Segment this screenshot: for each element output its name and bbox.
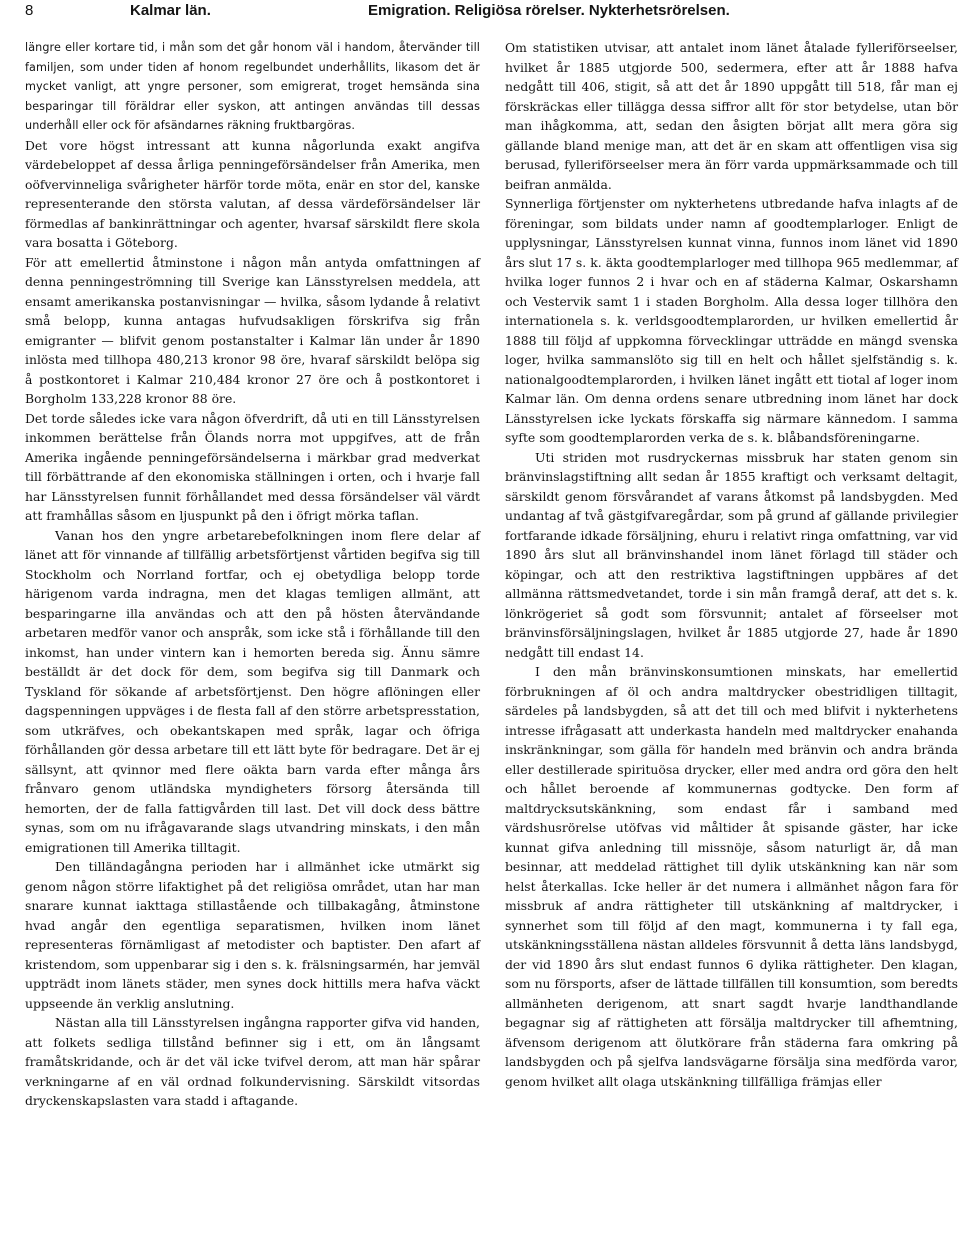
right-column	[505, 38, 958, 1091]
left-column	[25, 38, 480, 1111]
right-paragraph: Om statistiken utvisar, att antalet inom länet åtalade fylleriförseelser, hvilket år 1885 utgjorde 500, sedermera, efter att år 1888 hafva nedgått till 406, stigit, så att det år 1890 uppgått till 518, får man ej förskräckas eller tillägga dessa siffror allt för stor betydelse, utan bör man ihågkomma, att, sedan den åsigten börjat allt mera göra sig gällande bland menige man, att det är en skam att offentligen visa sig berusad, fylleriförseelser mera än förr varda uppmärksammade och till beifran anmälda.	[505, 40, 958, 192]
left-paragraph: Vanan hos den yngre arbetarebefolkningen inom flere delar af länet att för vinnande af tillfällig arbetsförtjenst vårtiden begifva sig till Stockholm och Norrland fortfar, och ej obetydliga belopp torde härigenom varda indragna, men det klagas temligen allmänt, att besparingarne illa användas och att den på hösten återvändande arbetaren medför vanor och anspråk, som icke stå i förhållande till den inkomst, han under vintern kan i hemorten bereda sig. Ännu sämre beställdt är det dock för dem, som begifva sig till Danmark och Tyskland för sökande af arbetsförtjenst. Den högre aflöningen eller dagspenningen uppväges i de flesta fall af den större arbetspresstation, som utkräfves, och obekantskapen med språk, lagar och öfriga förhållanden gör dessa arbetare till ett lätt byte för bedragare. Det är ej sällsynt, att qvinnor med flere oäkta barn varda efter många års frånvaro genom utländska myndigheters försorg återsända till hemorten, der de falla fattigvården till last. Det vill dock dess bättre synas, som om nu ifrågavarande slags utvandring minskats, i den mån emigrationen till Amerika tilltagit.	[25, 527, 480, 855]
topics-heading: Emigration. Religiösa rörelser. Nykterhetsrörelsen.	[368, 2, 730, 19]
county-heading: Kalmar län.	[130, 2, 211, 19]
left-paragraph: Den tilländagångna perioden har i allmänhet icke utmärkt sig genom någon större lifaktighet på det religiösa området, utan har man snarare kunnat iakttaga stillastående och tillbakagång, åtminstone hvad angår den egentliga separatismen, hvilken inom länet representeras förnämligast af metodister och baptister. Den afart af kristendom, som uppenbarar sig i den s. k. frälsningsarmén, har jemväl uppträdt inom länets städer, men synes dock hittills mera hafva väckt uppseende än verklig anslutning.	[25, 859, 480, 1011]
left-paragraph: För att emellertid åtminstone i någon mån antyda omfattningen af denna penningeströmning till Sverige kan Länsstyrelsen meddela, att ensamt amerikanska postanvisningar — hvilka, såsom lydande å relativt små belopp, kunna antagas hufvudsakligen förskrifva sig från emigranter — blifvit genom postanstalter i Kalmar län under år 1890 inlösta med tillhopa 480,213 kronor 98 öre, hvaraf särskildt belöpa sig å postkontoret i Kalmar 210,484 kronor 27 öre och å postkontoret i Borgholm 133,228 kronor 88 öre.	[25, 254, 480, 406]
right-paragraph: Synnerliga förtjenster om nykterhetens utbredande hafva inlagts af de föreningar, som bildats under namn af goodtemplarloger. Enligt de upplysningar, Länsstyrelsen kunnat vinna, funnos inom länet vid 1890 års slut 17 s. k. äkta goodtemplarloger med tillhopa 965 medlemmar, af hvilka loger funnos 2 i hvar och en af städerna Kalmar, Oskarshamn och Vestervik samt 1 i staden Borgholm. Alla dessa loger tillhöra den internationela s. k. verldsgoodtemplarorden, ur hvilken emellertid år 1888 till följd af uppkomna förvecklingar utträdde en mängd svenska loger, hvilka sammanslöto sig till en helt och hållet sjelfständig s. k. nationalgoodtemplarorden, i hvilken länet ingått ett tiotal af loger inom Kalmar län. Om denna ordens senare utbredning inom länet har dock Länsstyrelsen icke lyckats förskaffa sig närmare kännedom. I samma syfte som goodtemplarorden verka de s. k. blåbandsföreningarne.	[505, 196, 958, 445]
right-paragraph: I den mån bränvinskonsumtionen minskats, har emellertid förbrukningen af öl och andra maltdrycker obestridligen tilltagit, särdeles på landsbygden, så att det till och med blifvit i nykterhetens intresse ifrågasatt att underkasta handeln med maltdrycker enahanda inskränkningar, som gälla för handeln med bränvin och andra brända eller destillerade spirituösa drycker, eller med andra ord göra den helt och hållet beroende af kommunernas godtycke. Den form af maltdrycksutskänkning, som endast får i samband med värdshusrörelse utöfvas vid måltider åt spisande gäster, har icke kunnat gifva anledning till missnöje, såsom naturligt är, då man besinnar, att meddelad rättighet till dylik utskänkning kan när som helst återkallas. Icke heller är det numera i allmänhet någon fara för missbruk af andra rättigheter till utskänkning af maltdrycker, i synnerhet som till följd af den magt, kommunerna i ty fall ega, utskänkningsställena nästan alldeles försvunnit å detta läns landsbygd, der vid 1890 års slut endast funnos 6 dylika rättigheter. Den klagan, som nu försports, afser de lättade tillfällen till konsumtion, som beredts allmänheten derigenom, att snart sagdt hvarje landthandlande begagnar sig af rättigheten att försälja maltdrycker till afhemtning, äfvensom derigenom att ölutkörare från städerna fara omkring på landsbygden och på sjelfva landsvägarne försälja sina medförda varor, genom hvilket allt olaga utskänkning tillfälliga främjas eller	[505, 664, 958, 1089]
running-head	[25, 0, 945, 26]
left-paragraph: Nästan alla till Länsstyrelsen ingångna rapporter gifva vid handen, att folkets sedliga tillstånd befinner sig i ett, om än långsamt framåtskridande, och är det väl icke tvifvel derom, att man här spårar verkningarne af en väl ordnad folkundervisning. Särskildt vitsordas dryckenskapslasten vara stadd i aftagande.	[25, 1015, 480, 1108]
page-number: 8	[25, 2, 34, 19]
right-paragraph: Uti striden mot rusdryckernas missbruk har staten genom sin bränvinslagstiftning allt sedan år 1855 kraftigt och verksamt deltagit, särskildt genom försvårandet af varans åtkomst på landsbygden. Med undantag af två gästgifvaregårdar, som på grund af gällande privilegier fortfarande idkade försäljning, ehuru i relativt ringa omfattning, var vid 1890 års slut all bränvinshandel inom länet förlagd till städer och köpingar, och att den restriktiva lagstiftningen uppbäres af det allmänna rättsmedvetandet, torde i sin mån framgå deraf, att det s. k. lönkrögeriet så godt som försvunnit; antalet af förseelser mot bränvinsförsäljningslagen, hvilket år 1885 utgjorde 27, hade år 1890 nedgått till endast 14.	[505, 449, 958, 660]
left-paragraph: längre eller kortare tid, i mån som det går honom väl i handom, återvänder till familjen, som under tiden af honom regelbundet underhållits, likasom det är mycket vanligt, att yngre personer, som emigrerat, troget hemsända sina besparingar till föräldrar eller syskon, att antingen användas till dessas underhåll eller ock för afsändarnes räkning fruktbargöras.	[25, 41, 480, 132]
left-paragraph: Det vore högst intressant att kunna någorlunda exakt angifva värdebeloppet af dessa årliga penningeförsändelser från Amerika, men oöfvervinneliga svårigheter härför torde möta, enär en stor del, kanske representerande den största valutan, af dessa värdeförsändelser lär förmedlas af bankinrättningar och agenter, hvarsaf särskildt flere skola vara bosatta i Göteborg.	[25, 137, 480, 250]
left-paragraph: Det torde således icke vara någon öfverdrift, då uti en till Länsstyrelsen inkommen berättelse från Ölands norra mot uppgifves, att de från Amerika ingående penningeförsändelserna i märkbar grad medverkat till förbättrande af den ekonomiska ställningen i orten, och i hvarje fall har Länsstyrelsen funnit förhållandet med dessa försändelser väl värdt att framhållas såsom en ljuspunkt på den i öfrigt mörka taflan.	[25, 410, 480, 523]
